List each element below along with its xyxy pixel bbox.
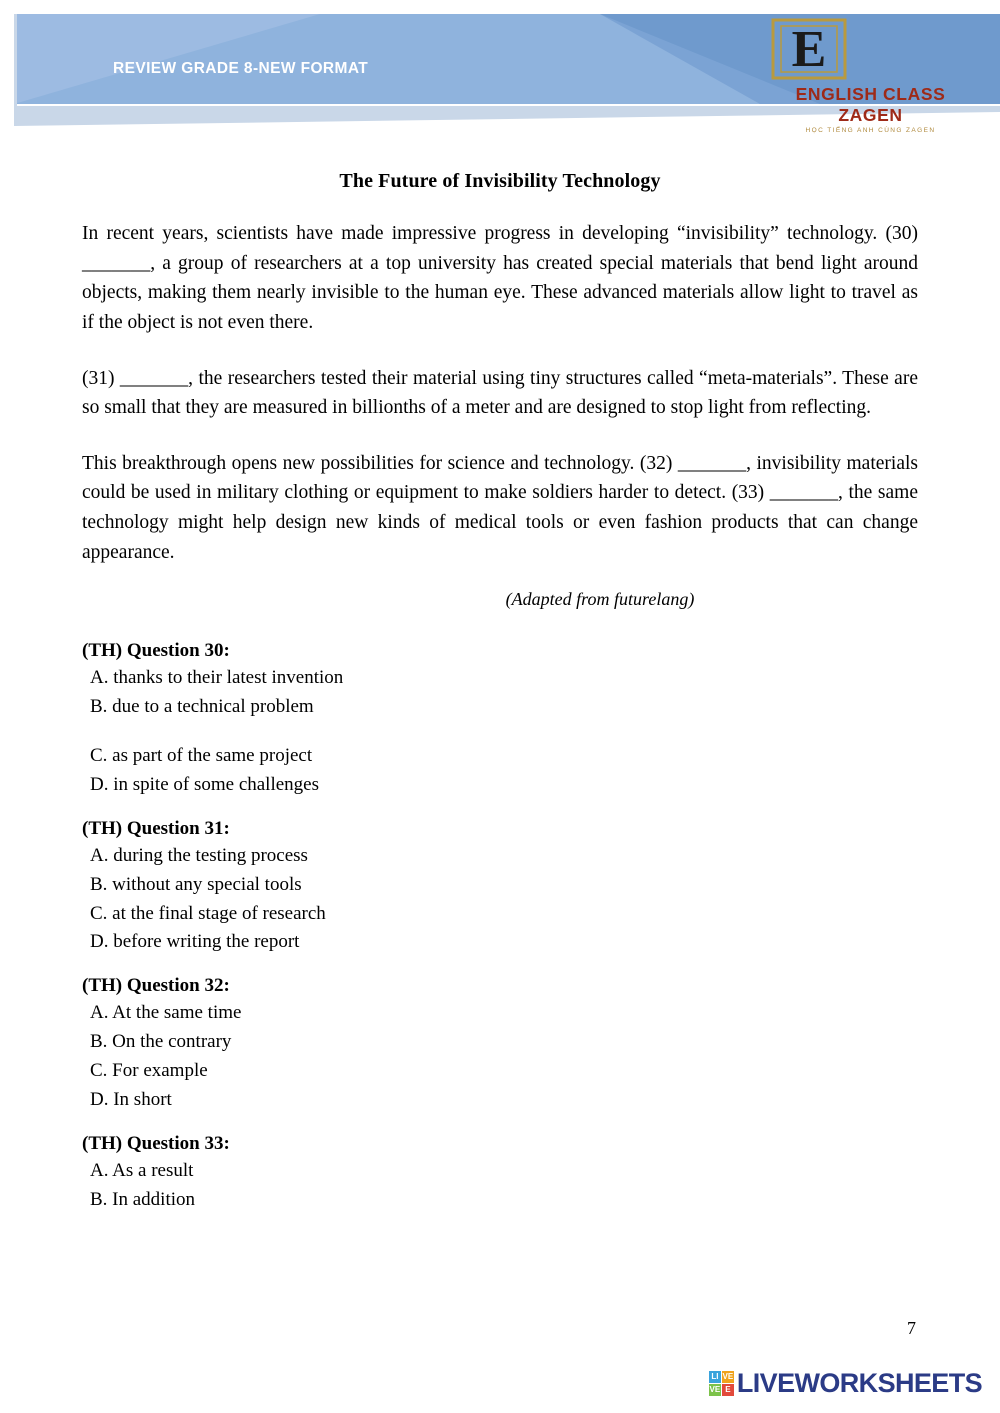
question-option[interactable]: C. at the final stage of research xyxy=(90,902,326,924)
logo-tile-e: E xyxy=(722,1384,734,1396)
logo-mark-icon xyxy=(763,16,978,82)
liveworksheets-logo-icon xyxy=(709,1371,734,1396)
reading-paragraph-2: (31) _______, the researchers tested their material using tiny structures called “meta-materials”. These are so small that they are measured in billionths of a meter and are designed to stop light from reflecting. xyxy=(82,367,918,419)
document-body xyxy=(0,140,1000,1233)
question-option[interactable]: C. as part of the same project xyxy=(90,745,313,766)
logo-subtitle: HỌC TIẾNG ANH CÙNG ZAGEN xyxy=(805,127,936,134)
question-option[interactable]: B. due to a technical problem xyxy=(90,696,314,718)
logo-tile-li: LI xyxy=(709,1371,721,1383)
source-attribution: (Adapted from futurelang) xyxy=(505,589,695,610)
question-heading: (TH) Question 30: xyxy=(82,640,230,662)
question-option[interactable]: A. during the testing process xyxy=(90,844,308,866)
question-block-32 xyxy=(82,975,918,1115)
logo-e-icon xyxy=(763,16,855,82)
logo-tile-ve-top: VE xyxy=(722,1371,734,1381)
page-title: The Future of Invisibility Technology xyxy=(339,170,661,192)
question-heading: (TH) Question 33: xyxy=(82,1132,230,1154)
question-heading: (TH) Question 32: xyxy=(82,975,230,997)
question-option[interactable]: D. In short xyxy=(90,1088,172,1110)
question-heading: (TH) Question 31: xyxy=(82,817,230,839)
question-option[interactable]: B. In addition xyxy=(90,1188,196,1210)
page-header xyxy=(0,0,1000,140)
page-number: 7 xyxy=(907,1318,916,1338)
question-block-30 xyxy=(82,640,918,800)
question-option[interactable]: D. in spite of some challenges xyxy=(90,773,320,795)
questions-list xyxy=(82,640,918,1214)
option-spacer xyxy=(82,722,918,742)
logo-block xyxy=(763,16,978,134)
question-block-33 xyxy=(82,1133,918,1215)
question-option[interactable]: A. thanks to their latest invention xyxy=(90,667,344,689)
question-option[interactable]: A. At the same time xyxy=(90,1002,242,1024)
logo-name: ENGLISH CLASS ZAGEN xyxy=(795,84,946,125)
question-option[interactable]: C. For example xyxy=(90,1060,208,1081)
reading-paragraph-1: In recent years, scientists have made impressive progress in developing “invisibility” technology. (30) _______, a group of researchers at a top university has created special materials that bend light around objects, making them nearly invisible to the human eye. These advanced materials allow light to travel as if the object is not even there. xyxy=(82,223,918,333)
liveworksheets-footer[interactable] xyxy=(709,1368,982,1398)
reading-paragraph-3: This breakthrough opens new possibilities for science and technology. (32) _______, invisibility materials could be used in military clothing or equipment to make soldiers harder to detect. (33) _______, the same technology might help design new kinds of medical tools or even fashion products that can change appearance. xyxy=(82,452,918,563)
question-option[interactable]: D. before writing the report xyxy=(90,931,300,953)
question-option[interactable]: B. without any special tools xyxy=(90,873,302,895)
svg-text:E: E xyxy=(791,21,827,78)
header-title: REVIEW GRADE 8-NEW FORMAT xyxy=(113,60,369,77)
liveworksheets-wordmark: LIVEWORKSHEETS xyxy=(736,1367,982,1398)
question-block-31 xyxy=(82,818,918,958)
logo-tile-ve-bottom: VE xyxy=(709,1384,721,1394)
question-option[interactable]: B. On the contrary xyxy=(90,1031,232,1053)
question-option[interactable]: A. As a result xyxy=(90,1159,194,1181)
